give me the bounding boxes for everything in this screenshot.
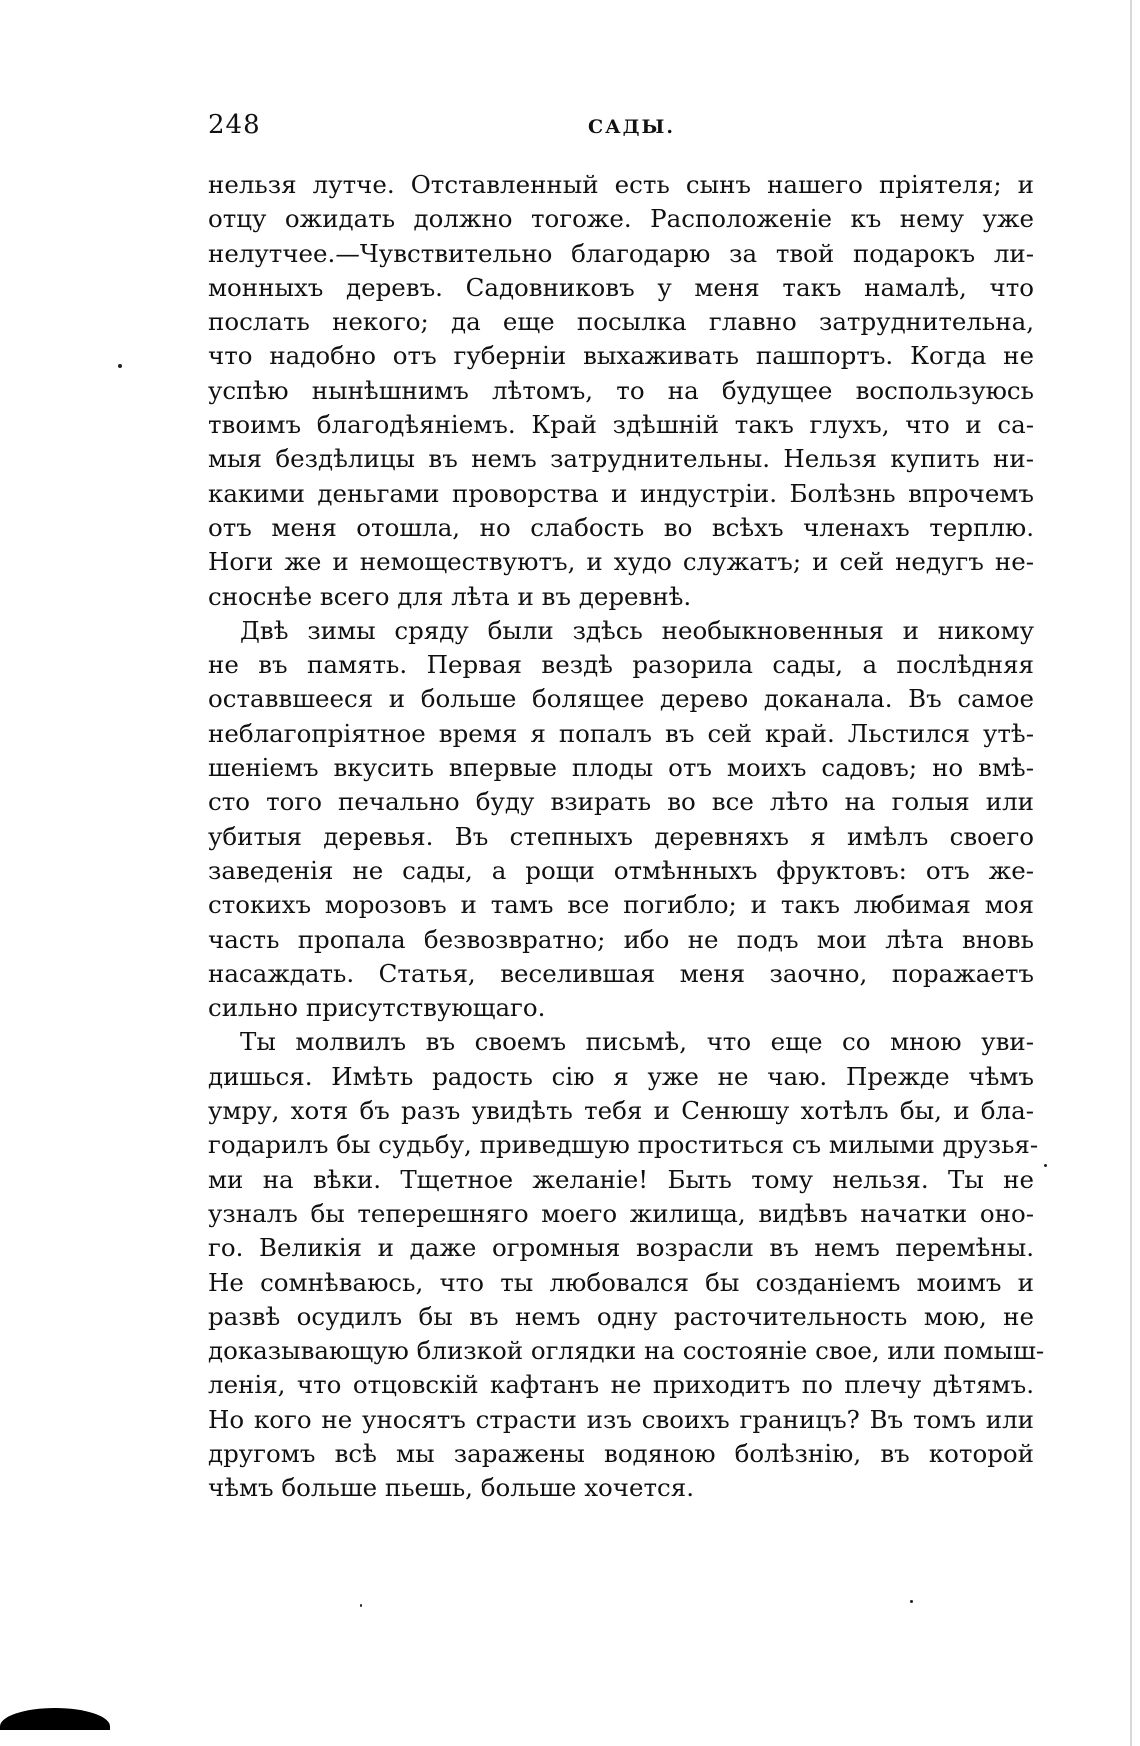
paragraph <box>208 1025 1045 1505</box>
text-line: сто того печально буду взирать во все лѣто на голыя или <box>208 787 1034 817</box>
scan-speck <box>1044 1164 1047 1167</box>
text-line: го. Великія и даже огромныя возрасли въ немъ перемѣны. <box>208 1233 1034 1263</box>
page-number: 248 <box>208 110 261 140</box>
text-line: развѣ осудилъ бы въ немъ одну расточительность мою, не <box>208 1301 1034 1331</box>
scan-speck <box>910 1600 913 1603</box>
paragraph <box>208 614 1034 1026</box>
text-line: чѣмъ больше пьешь, больше хочется. <box>208 1473 694 1503</box>
text-line: нельзя лутче. Отставленный есть сынъ нашего пріятеля; и <box>208 170 1034 199</box>
text-line: послать некого; да еще посылка главно затруднительна, <box>208 307 1034 337</box>
text-line: насаждать. Статья, веселившая меня заочно, поражаетъ <box>208 958 1034 988</box>
paragraph <box>208 168 1034 614</box>
scan-speck <box>118 364 122 368</box>
text-line: ленія, что отцовскій кафтанъ не приходитъ по плечу дѣтямъ. <box>208 1370 1034 1400</box>
scan-speck <box>360 1604 362 1607</box>
text-line: оставвшееся и больше болящее дерево доканала. Въ самое <box>208 684 1034 714</box>
text-line: Но кого не уносятъ страсти изъ своихъ границъ? Въ томъ или <box>208 1404 1034 1434</box>
text-line: не въ память. Первая вездѣ разорила сады, а послѣдняя <box>208 650 1034 680</box>
text-line: Ноги же и немоществуютъ, и худо служатъ; и сей недугъ не- <box>208 547 1034 577</box>
text-line: стокихъ морозовъ и тамъ все погибло; и такъ любимая моя <box>208 890 1034 920</box>
text-line: часть пропала безвозвратно; ибо не подъ мои лѣта вновь <box>208 924 1034 954</box>
text-line: какими деньгами проворства и индустріи. Болѣзнь впрочемъ <box>208 478 1034 508</box>
text-line: что надобно отъ губерніи выхаживать пашпортъ. Когда не <box>208 341 1034 371</box>
text-line: успѣю нынѣшнимъ лѣтомъ, то на будущее воспользуюсь <box>208 375 1034 405</box>
text-line: ми на вѣки. Тщетное желаніе! Быть тому нельзя. Ты не <box>208 1164 1034 1194</box>
text-line: дишься. Имѣть радость сію я уже не чаю. Прежде чѣмъ <box>208 1061 1034 1091</box>
text-line: доказывающую близкой оглядки на состояніе свое, или помыш- <box>208 1336 1045 1366</box>
text-line: шеніемъ вкусить впервые плоды отъ моихъ садовъ; но вмѣ- <box>208 753 1034 783</box>
text-line: Не сомнѣваюсь, что ты любовался бы созданіемъ моимъ и <box>208 1267 1034 1297</box>
page-header <box>208 110 1034 150</box>
text-line: умру, хотя бъ разъ увидѣть тебя и Сенюшу хотѣлъ бы, и бла- <box>208 1096 1034 1126</box>
text-line: сноснѣе всего для лѣта и въ деревнѣ. <box>208 581 692 611</box>
ink-blot <box>0 1708 110 1730</box>
text-line: нелутчее.—Чувствительно благодарю за твой подарокъ ли- <box>208 238 1034 268</box>
text-line: заведенія не сады, а рощи отмѣнныхъ фруктовъ: отъ же- <box>208 855 1034 885</box>
text-line: неблагопріятное время я попалъ въ сей край. Льстился утѣ- <box>208 718 1034 748</box>
text-line: мыя бездѣлицы въ немъ затруднительны. Нельзя купить ни- <box>208 444 1034 474</box>
text-line: отцу ожидать должно тогоже. Расположеніе къ нему уже <box>208 204 1034 234</box>
text-line: твоимъ благодѣяніемъ. Край здѣшній такъ глухъ, что и са- <box>208 410 1034 440</box>
text-line: сильно присутствующаго. <box>208 993 546 1023</box>
body-text <box>208 168 1045 1506</box>
text-line: другомъ всѣ мы заражены водяною болѣзнію, въ которой <box>208 1438 1034 1468</box>
running-head: САДЫ. <box>588 116 675 138</box>
text-line: отъ меня отошла, но слабость во всѣхъ членахъ терплю. <box>208 512 1034 542</box>
text-line: монныхъ деревъ. Садовниковъ у меня такъ намалѣ, что <box>208 272 1034 302</box>
text-line: Двѣ зимы сряду были здѣсь необыкновенныя и никому <box>240 615 1034 645</box>
text-line: годарилъ бы судьбу, приведшую проститься съ милыми друзья- <box>208 1130 1039 1160</box>
page-edge-line <box>1130 0 1132 1746</box>
text-line: узналъ бы теперешняго моего жилища, видѣвъ начатки оно- <box>208 1198 1034 1228</box>
text-line: убитыя деревья. Въ степныхъ деревняхъ я имѣлъ своего <box>208 821 1034 851</box>
text-line: Ты молвилъ въ своемъ письмѣ, что еще со мною уви- <box>240 1027 1034 1057</box>
